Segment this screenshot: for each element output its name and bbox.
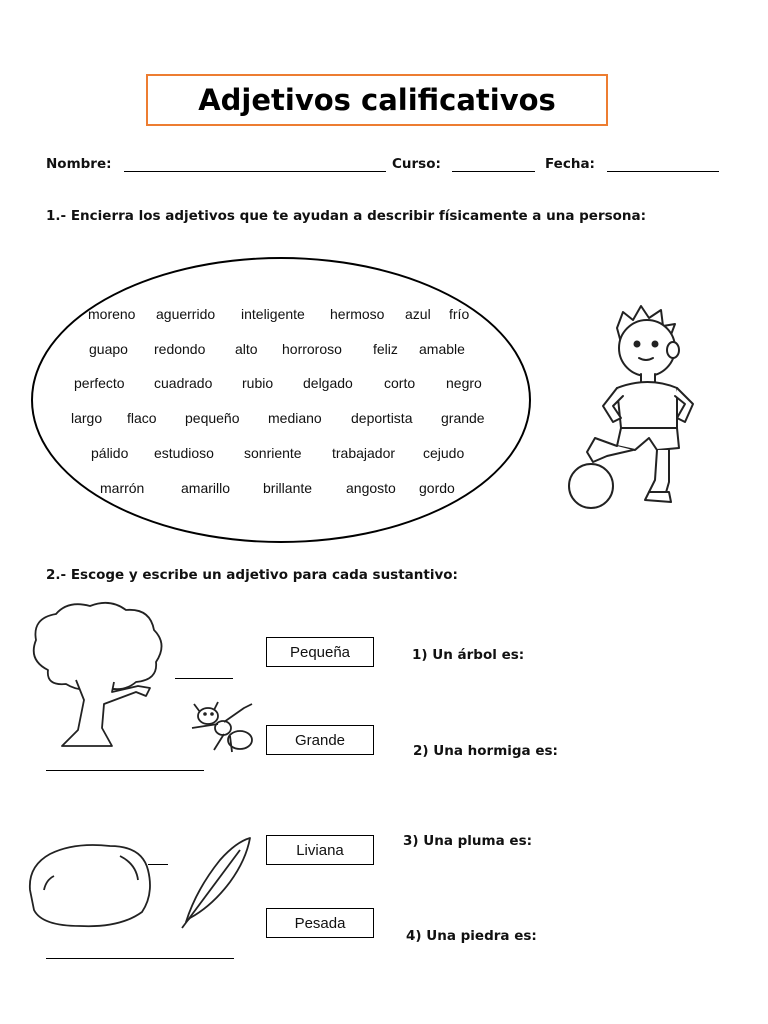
answer-blank-ant[interactable]	[46, 770, 204, 771]
curso-label: Curso:	[392, 156, 441, 172]
fecha-blank[interactable]	[607, 171, 719, 172]
word[interactable]: moreno	[88, 306, 136, 322]
word-oval	[31, 257, 531, 543]
word[interactable]: amable	[419, 341, 465, 357]
word[interactable]: estudioso	[154, 445, 214, 461]
word[interactable]: gordo	[419, 480, 455, 496]
word[interactable]: rubio	[242, 375, 274, 391]
word[interactable]: mediano	[268, 410, 322, 426]
word[interactable]: corto	[384, 375, 416, 391]
word[interactable]: delgado	[303, 375, 353, 391]
option-box-liviana[interactable]: Liviana	[266, 835, 374, 865]
word[interactable]: cejudo	[423, 445, 465, 461]
word[interactable]: sonriente	[244, 445, 302, 461]
word[interactable]: alto	[235, 341, 258, 357]
word[interactable]: pequeño	[185, 410, 240, 426]
title-box	[146, 74, 608, 126]
word[interactable]: frío	[449, 306, 470, 322]
word[interactable]: largo	[71, 410, 103, 426]
word[interactable]: guapo	[89, 341, 128, 357]
word[interactable]: angosto	[346, 480, 396, 496]
answer-blank-stone[interactable]	[46, 958, 234, 959]
rock-feather-illustration	[24, 830, 264, 940]
word[interactable]: pálido	[91, 445, 129, 461]
boy-soccer-illustration	[545, 300, 725, 510]
option-box-pesada[interactable]: Pesada	[266, 908, 374, 938]
word[interactable]: amarillo	[181, 480, 231, 496]
word[interactable]: negro	[446, 375, 482, 391]
word[interactable]: deportista	[351, 410, 413, 426]
nombre-label: Nombre:	[46, 156, 112, 172]
word[interactable]: grande	[441, 410, 485, 426]
question-1: 1) Un árbol es:	[412, 647, 525, 663]
curso-blank[interactable]	[452, 171, 535, 172]
question-3: 3) Una pluma es:	[403, 833, 533, 849]
word[interactable]: inteligente	[241, 306, 305, 322]
option-box-grande[interactable]: Grande	[266, 725, 374, 755]
word[interactable]: azul	[405, 306, 431, 322]
word[interactable]: cuadrado	[154, 375, 213, 391]
word[interactable]: brillante	[263, 480, 313, 496]
word[interactable]: flaco	[127, 410, 157, 426]
section1-instruction: 1.- Encierra los adjetivos que te ayudan a describir físicamente a una persona:	[46, 208, 647, 224]
tree-ant-illustration	[18, 600, 258, 760]
word[interactable]: trabajador	[332, 445, 396, 461]
fecha-label: Fecha:	[545, 156, 595, 172]
word[interactable]: aguerrido	[156, 306, 216, 322]
word[interactable]: perfecto	[74, 375, 125, 391]
page-title: Adjetivos calificativos	[198, 83, 556, 117]
word[interactable]: redondo	[154, 341, 206, 357]
answer-blank-tree[interactable]	[175, 678, 233, 679]
word[interactable]: feliz	[373, 341, 398, 357]
word[interactable]: marrón	[100, 480, 145, 496]
question-4: 4) Una piedra es:	[406, 928, 537, 944]
nombre-blank[interactable]	[124, 171, 386, 172]
option-box-pequena[interactable]: Pequeña	[266, 637, 374, 667]
word[interactable]: hermoso	[330, 306, 385, 322]
question-2: 2) Una hormiga es:	[413, 743, 558, 759]
answer-blank-rock-short[interactable]	[148, 864, 168, 865]
word[interactable]: horroroso	[282, 341, 342, 357]
section2-instruction: 2.- Escoge y escribe un adjetivo para cada sustantivo:	[46, 567, 458, 583]
